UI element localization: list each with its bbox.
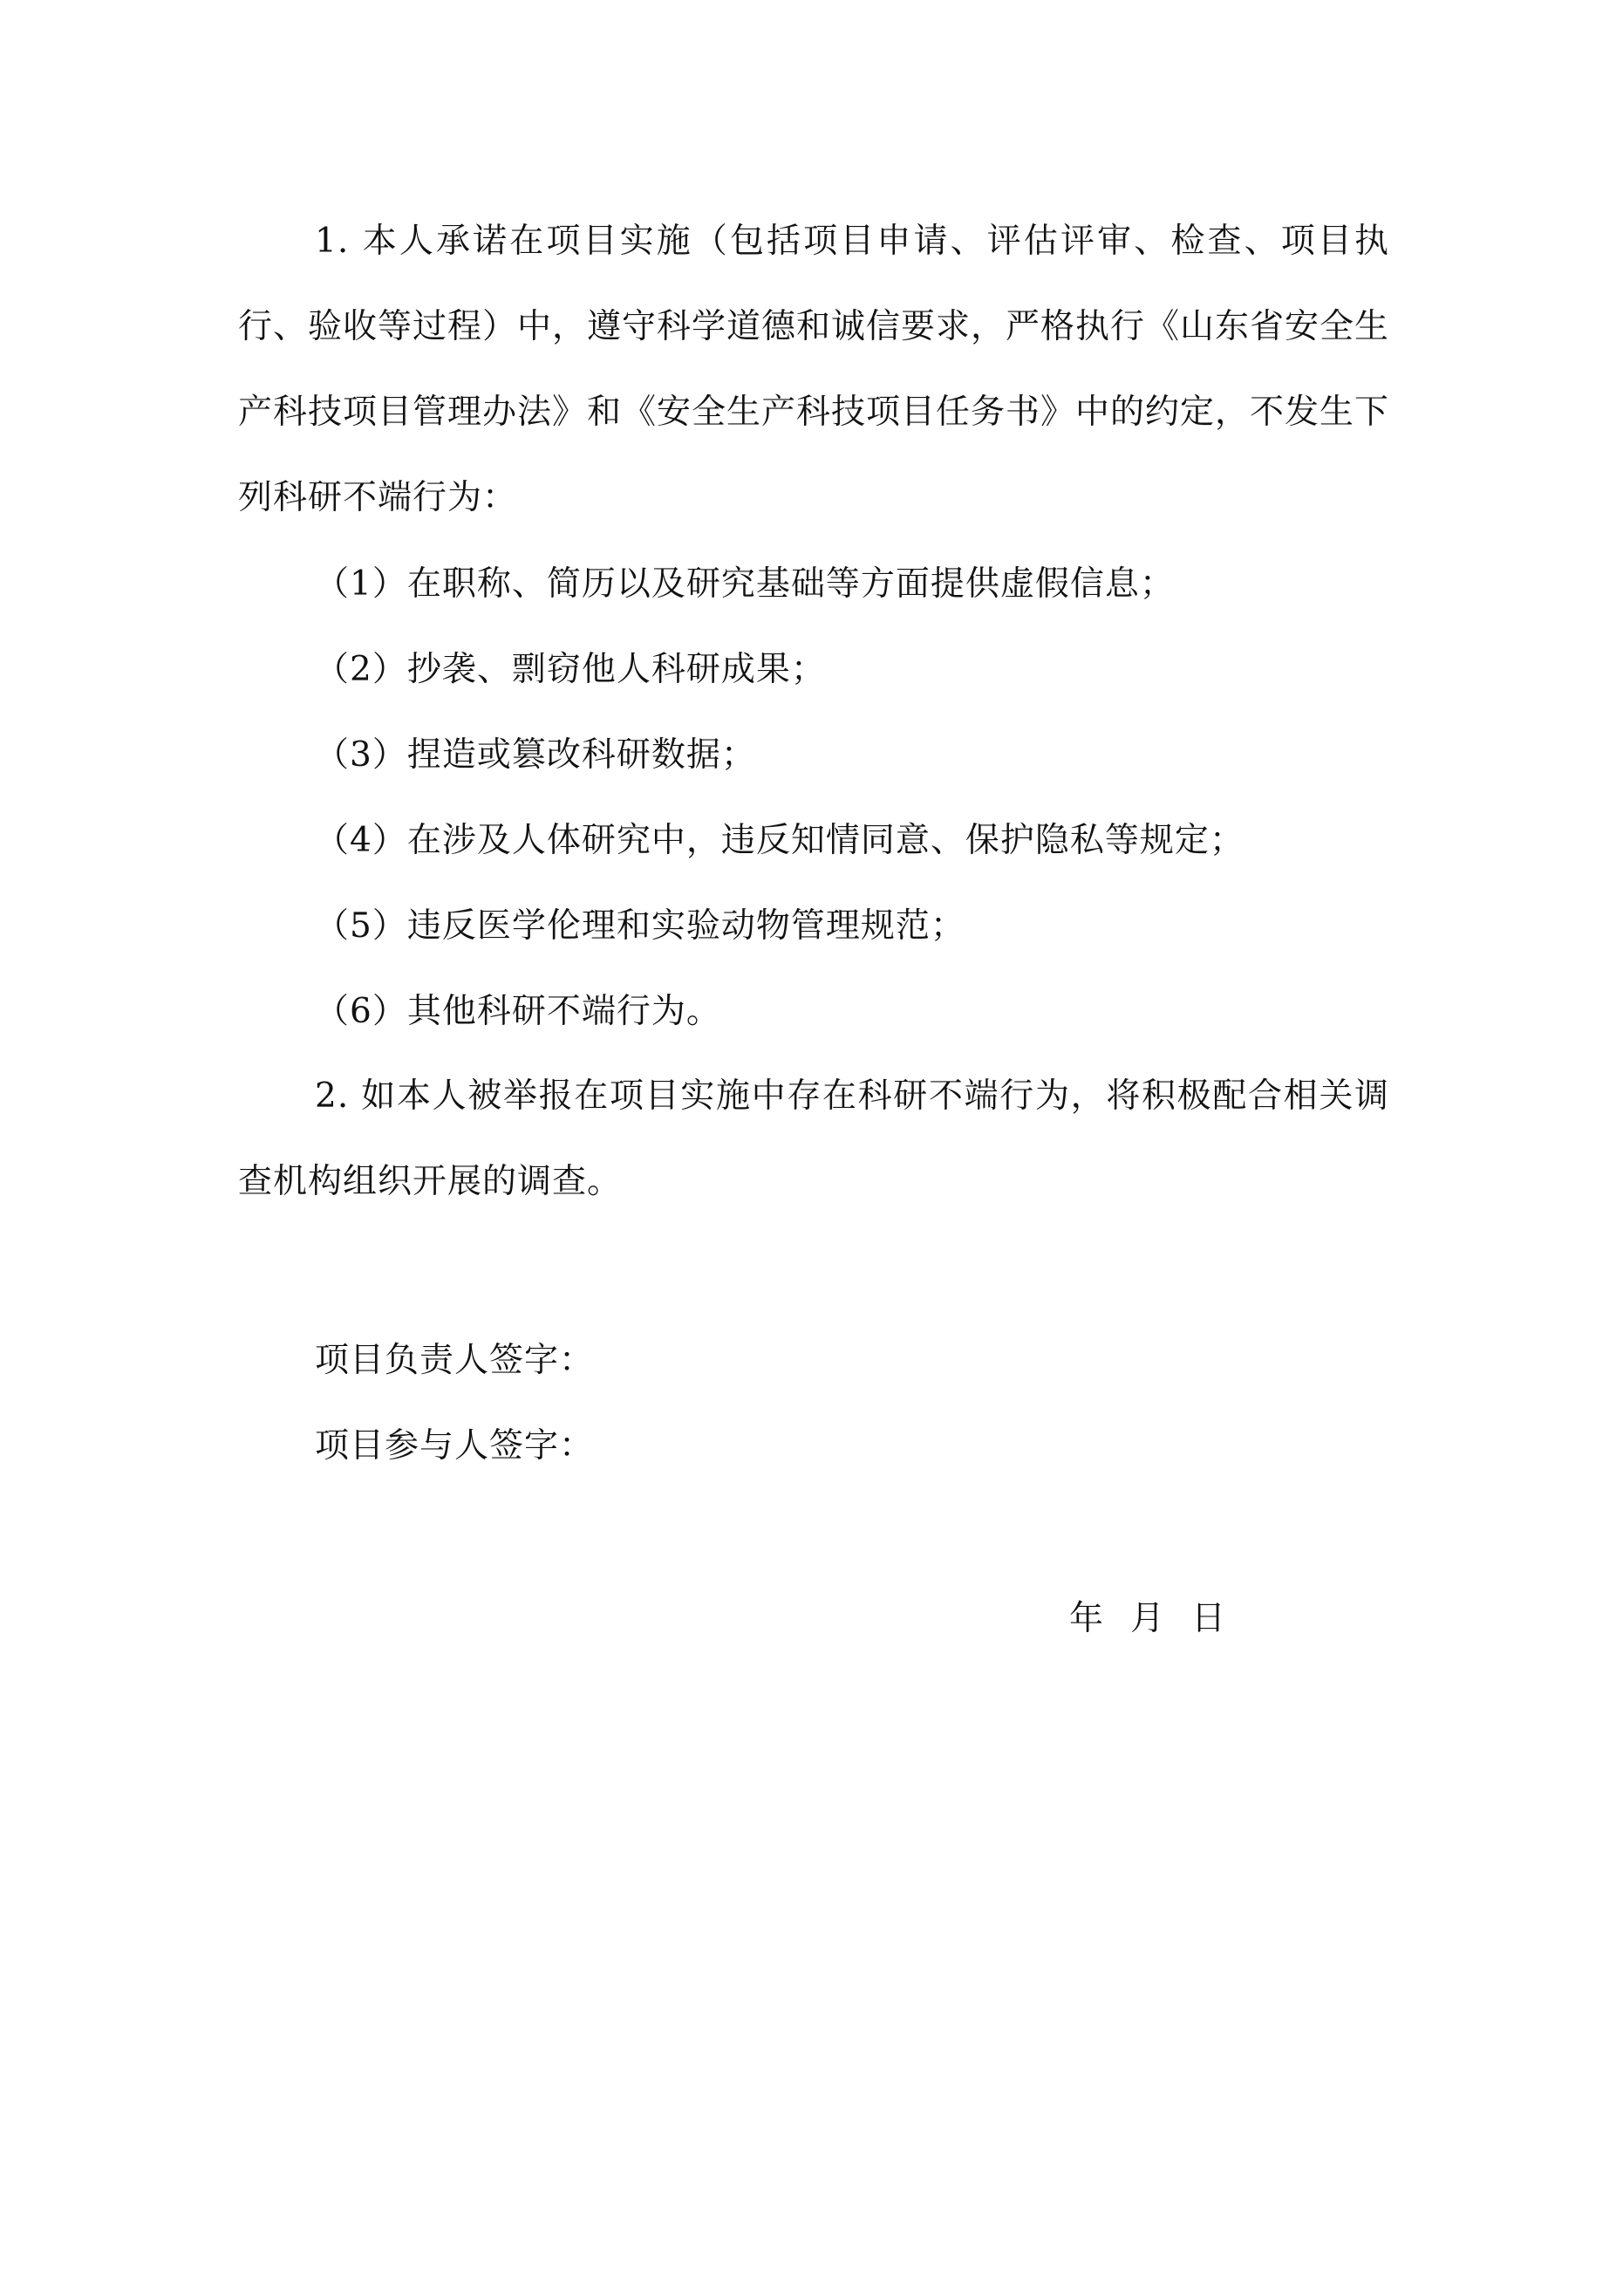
misconduct-item-4: （4）在涉及人体研究中，违反知情同意、保护隐私等规定；	[315, 821, 1245, 860]
signature-leader-label: 项目负责人签字：	[315, 1341, 595, 1380]
misconduct-item-3: （3）捏造或篡改科研数据；	[315, 735, 756, 775]
misconduct-item-1: （1）在职称、简历以及研究基础等方面提供虚假信息；	[315, 564, 1175, 604]
date-year: 年	[1069, 1599, 1105, 1638]
misconduct-item-2: （2）抄袭、剽窃他人科研成果；	[315, 650, 826, 689]
commitment-paragraph-1-block	[238, 199, 1389, 541]
date-day: 日	[1191, 1599, 1227, 1638]
date-month: 月	[1130, 1599, 1166, 1638]
signature-participant-label: 项目参与人签字：	[315, 1426, 595, 1466]
commitment-paragraph-2: 2. 如本人被举报在项目实施中存在科研不端行为，将积极配合相关调查机构组织开展的调查。	[238, 1076, 1389, 1201]
misconduct-item-6: （6）其他科研不端行为。	[315, 992, 721, 1031]
misconduct-item-5: （5）违反医学伦理和实验动物管理规范；	[315, 906, 965, 946]
date-line	[1069, 1593, 1226, 1645]
commitment-paragraph-1: 1. 本人承诺在项目实施（包括项目申请、评估评审、检查、项目执行、验收等过程）中，遵守科学道德和诚信要求，严格执行《山东省安全生产科技项目管理办法》和《安全生产科技项目任务书》中的约定，不发生下列科研不端行为：	[238, 222, 1390, 517]
commitment-paragraph-2-block	[238, 1054, 1389, 1225]
